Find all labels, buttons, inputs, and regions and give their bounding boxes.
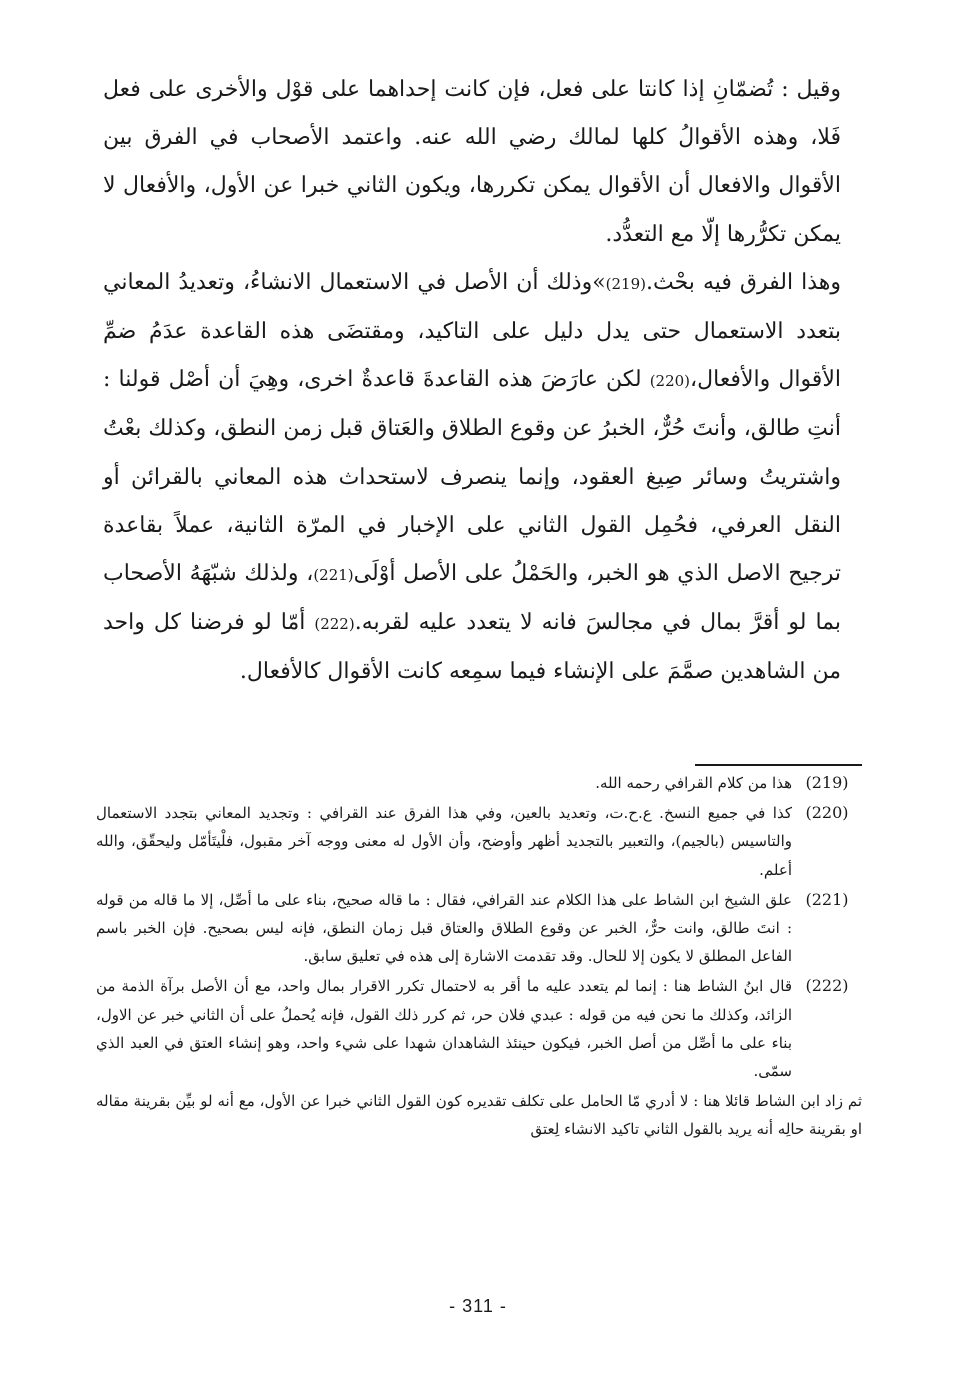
footnote-text: هذا من كلام القرافي رحمه الله. [595, 774, 792, 792]
footnote-221 [96, 886, 862, 971]
paragraph-text: ، ولذلك شبّهَهُ الأصحاب بما لو أقرَّ بمال في مجالسَ فانه لا يتعدد عليه لقربه. [103, 561, 841, 636]
footnote-number: (221) [805, 889, 849, 909]
paragraph-1 [103, 66, 841, 259]
paragraph-2 [103, 259, 841, 697]
footnote-reference-221: (221) [313, 566, 354, 585]
paragraph-text: »وذلك أن الأصل في الاستعمال الانشاءُ، وتعديدُ المعاني بتعدد الاستعمال حتى يدل دليل على التاكيد، ومقتضَى هذه القاعدة عدَمُ ضمِّ الأقوال والأفعال، [103, 269, 841, 393]
footnote-text: كذا في جميع النسخ. ع.ح.ت، وتعديد بالعين، وفي هذا الفرق عند القرافي : وتجديد المعاني بتجدد الاستعمال والتاسيس (بالجيم)، والتعبير بالتجديد أظهر وأوضح، وأن الأول له معنى ووجه آخر مقبول، فلْيتَأمّل وليحقّق، والله أعلم. [96, 804, 792, 879]
footnote-222 [96, 972, 862, 1085]
footnote-text: قال ابنُ الشاط هنا : إنما لم يتعدد عليه ما أقر به لاحتمال تكرر الاقرار بمال واحد، مع أن الأصل برآة الذمة من الزائد، وكذلك ما نحن فيه من قوله : عبدي فلان حر، ثم كرر ذلك القول، فإنه يُحملُ على أن الثاني خبر عن الاول، بناء على ما أصِّل من أصل الخبر، فيكون حينئذ الشاهدان شهدا على شيء واحد، وهو إنشاء العتق في العبد الذي سمّى. [96, 977, 792, 1081]
footnote-222-continuation: ثم زاد ابن الشاط قائلا هنا : لا أدري مّا الحامل على تكلف تقديره كون القول الثاني خبرا عن الأول، مع أنه لو بيِّن بقرينة مقاله او بقرينة حالِه أنه يريد بالقول الثاني تاكيد الانشاء لِعتق [96, 1092, 862, 1139]
footnote-219 [96, 769, 862, 797]
footnote-divider [695, 764, 862, 766]
footnote-reference-222: (222) [314, 615, 355, 634]
footnote-number: (219) [805, 773, 849, 792]
page-number: - 311 - [449, 1296, 507, 1316]
footnote-reference-219: (219) [605, 274, 646, 293]
paragraph-text: أمّا لو فرضنا كل واحد من الشاهدين صمَّمَ على الإنشاء فيما سمِعه كانت الأقوال كالأفعال. [103, 610, 841, 685]
footnote-text: علق الشيخ ابن الشاط على هذا الكلام عند القرافي، فقال : ما قاله صحيح، بناء على ما أصِّل، إلا ما قاله من قوله : انتَ طالق، وانت حرٌّ، الخبر عن وقوع الطلاق والعتاق قبل زمان النطق، فإنه ليس بصحيح. فإن الخبر باسم الفاعل المطلق لا يكون إلا للحال. وقد تقدمت الاشارة إلى هذه في تعليق سابق. [96, 890, 792, 966]
paragraph-text: وقيل : تُضمّانِ إذا كانتا على فعل، فإن كانت إحداهما على قوْل والأخرى على فعل فَلا، وهذه الأقوالُ كلها لمالك رضي الله عنه. واعتمد الأصحاب في الفرق بين الأقوال والافعال أن الأقوال يمكن تكررها، ويكون الثاني خبرا عن الأول، والأفعال لا يمكن تكرُّرها إلّا مع التعدُّد. [103, 77, 841, 247]
paragraph-text: وهذا الفرق فيه بحْث. [646, 269, 841, 295]
footnotes [96, 769, 862, 1144]
footnote-number: (222) [805, 976, 849, 996]
footnote-number: (220) [805, 803, 849, 823]
footnote-220 [96, 799, 862, 884]
main-text [103, 66, 841, 697]
paragraph-text: لكن عارَضَ هذه القاعدةَ قاعدةٌ اخرى، وهِيَ أن أصْل قولنا : أنتِ طالق، وأنتَ حُرٌّ، الخبرُ عن وقوع الطلاق والعَتاق قبل زمن النطق، وكذلك بعْتُ واشتريتُ وسائر صِيغ العقود، وإنما ينصرف لاستحداث هذه المعاني بالقرائن أو النقل العرفي، فحُمِل القول الثاني على الإخبار في المرّة الثانية، عملاً بقاعدة ترجيح الاصل الذي هو الخبر، والحَمْلُ على الأصل أوْلَى [103, 367, 841, 587]
footnote-reference-220: (220) [649, 372, 691, 391]
